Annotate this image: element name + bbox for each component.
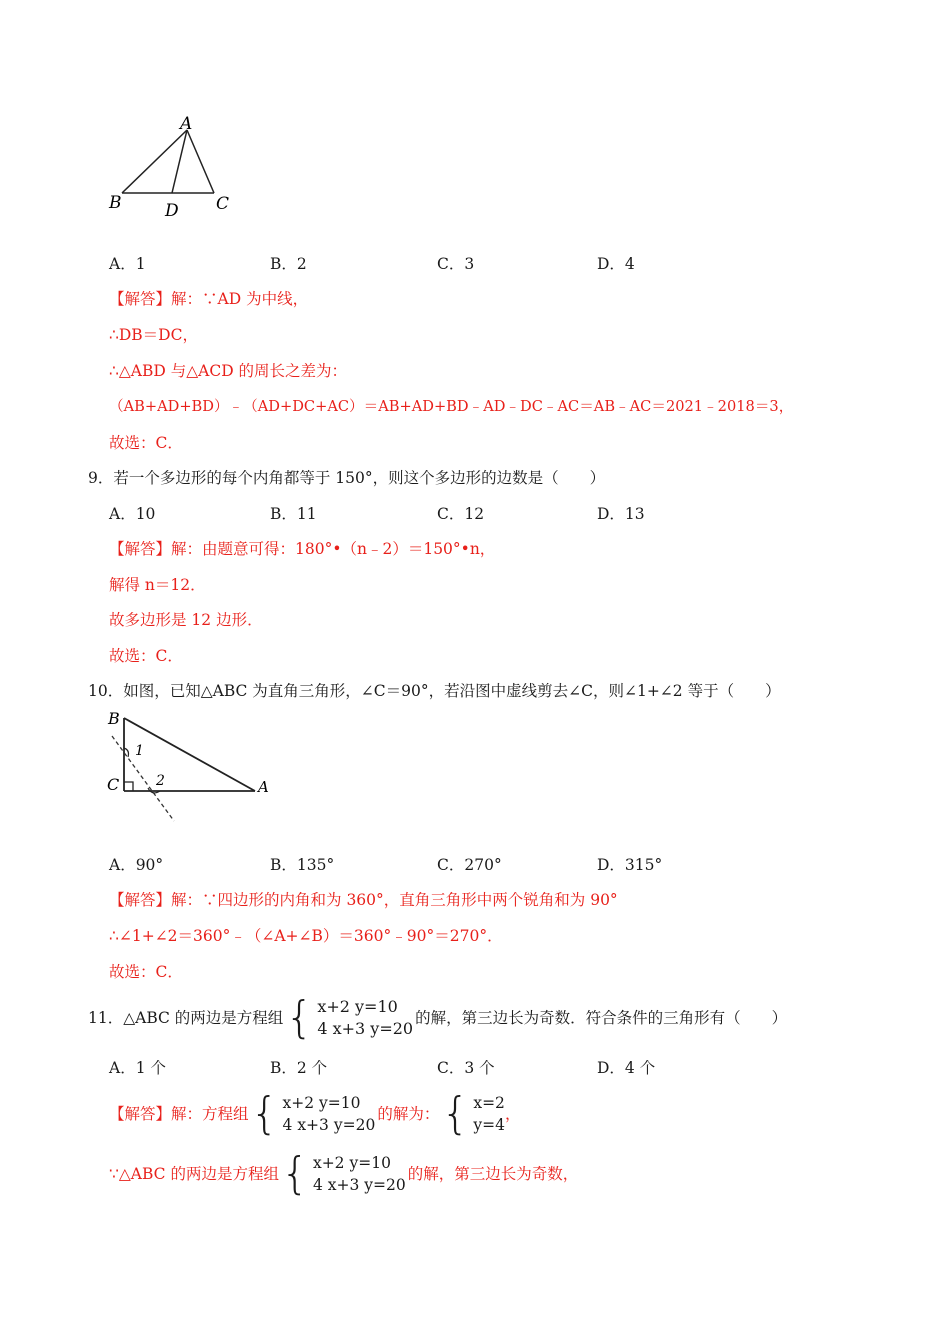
q9-answer-line1 [109,539,495,559]
system-lines [313,996,413,1040]
segment-ad [172,130,187,193]
solution-x: x=2 [473,1094,505,1112]
q8-answer-line3: ∴△ABD 与△ACD 的周长之差为： [109,362,348,380]
answer-tag: 【解答】 [109,290,172,308]
left-brace-icon: { [280,1148,309,1199]
q8-answer-line4: （AB+AD+BD）﹣（AD+DC+AC）＝AB+AD+BD﹣AD﹣DC﹣AC＝AB﹣AC＝2021﹣2018＝3， [109,398,794,415]
answer-mid: 的解为： [377,1105,440,1123]
segment-ab [122,130,187,193]
system-lines [309,1152,406,1196]
answer-tag: 【解答】 [109,540,172,558]
system-lines [279,1092,376,1136]
left-brace-icon: { [250,1088,279,1139]
system-eq-2: 4 x+3 y=20 [312,1176,406,1194]
system-eq-2: 4 x+3 y=20 [317,1019,414,1038]
q11-suffix: 的解，第三边长为奇数．符合条件的三角形有（ ） [415,1009,788,1027]
q11-answer-line1 [109,1088,521,1139]
answer-text: 解：由题意可得：180°•（n﹣2）＝150°•n， [171,540,496,558]
q10-answer-line1 [109,890,618,910]
label-b: B [108,709,120,728]
q9-option-a[interactable]: A．10 [109,505,156,523]
q8-option-b[interactable]: B．2 [270,255,307,273]
q10-option-b[interactable]: B．135° [270,856,335,874]
q10-question: 10．如图，已知△ABC 为直角三角形，∠C＝90°，若沿图中虚线剪去∠C，则∠1+∠2 等于（ ） [88,682,781,700]
answer2-suffix: 的解，第三边长为奇数， [407,1165,579,1183]
q11-question [88,992,788,1043]
q9-option-c[interactable]: C．12 [437,505,485,523]
label-angle-2: 2 [156,773,165,789]
label-a: A [258,778,269,796]
answer-solution [441,1088,505,1139]
q10-answer-line3: 故选：C． [109,963,183,981]
answer-tag: 【解答】 [109,891,172,909]
answer-tag: 【解答】 [109,1105,172,1123]
figure-right-triangle [100,708,280,828]
label-d: D [165,201,179,221]
figure-triangle-abd [105,110,245,225]
q8-answer-line2: ∴DB＝DC， [109,326,198,344]
answer-prefix: 解：方程组 [171,1105,249,1123]
label-b: B [109,193,122,213]
q11-option-d[interactable]: D．4 个 [597,1059,656,1077]
system-eq-1: x+2 y=10 [282,1094,361,1112]
segment-ac [187,130,214,193]
system-eq-2: 4 x+3 y=20 [282,1116,376,1134]
label-a: A [180,114,193,134]
system-eq-1: x+2 y=10 [317,997,398,1016]
q9-answer-line3: 故多边形是 12 边形． [109,611,263,629]
label-c: C [107,775,120,794]
answer-tail: ， [504,1105,521,1123]
q11-option-c[interactable]: C．3 个 [437,1059,495,1077]
q11-option-b[interactable]: B．2 个 [270,1059,328,1077]
q10-option-d[interactable]: D．315° [597,856,663,874]
label-c: C [216,194,230,214]
q8-answer-line1 [109,289,308,309]
q8-option-d[interactable]: D．4 [597,255,635,273]
q9-question: 9．若一个多边形的每个内角都等于 150°，则这个多边形的边数是（ ） [88,469,606,487]
q9-answer-line2: 解得 n＝12． [109,576,206,594]
solution-y: y=4 [473,1116,505,1134]
answer-system [250,1088,376,1139]
answer-text: 解：∵AD 为中线， [171,290,309,308]
label-angle-1: 1 [135,743,144,759]
left-brace-icon: { [285,992,314,1043]
q10-option-a[interactable]: A．90° [109,856,164,874]
answer2-prefix: ∵△ABC 的两边是方程组 [109,1165,279,1183]
q9-option-b[interactable]: B．11 [270,505,317,523]
q11-option-a[interactable]: A．1 个 [109,1059,166,1077]
q8-option-a[interactable]: A．1 [109,255,146,273]
q10-answer-line2: ∴∠1+∠2＝360°﹣（∠A+∠B）＝360°﹣90°＝270°． [109,927,503,945]
solution-lines [469,1092,505,1136]
q8-answer-line5: 故选：C． [109,434,183,452]
q11-system [285,992,414,1043]
q10-option-c[interactable]: C．270° [437,856,502,874]
answer2-system [280,1148,406,1199]
answer-text: 解：∵四边形的内角和为 360°，直角三角形中两个锐角和为 90° [171,891,618,909]
left-brace-icon: { [441,1088,470,1139]
right-angle-mark [124,782,133,791]
q9-answer-line4: 故选：C． [109,647,183,665]
q9-option-d[interactable]: D．13 [597,505,645,523]
q11-answer-line2 [109,1148,579,1199]
q11-prefix: 11．△ABC 的两边是方程组 [88,1009,284,1027]
q8-option-c[interactable]: C．3 [437,255,475,273]
system-eq-1: x+2 y=10 [312,1154,391,1172]
